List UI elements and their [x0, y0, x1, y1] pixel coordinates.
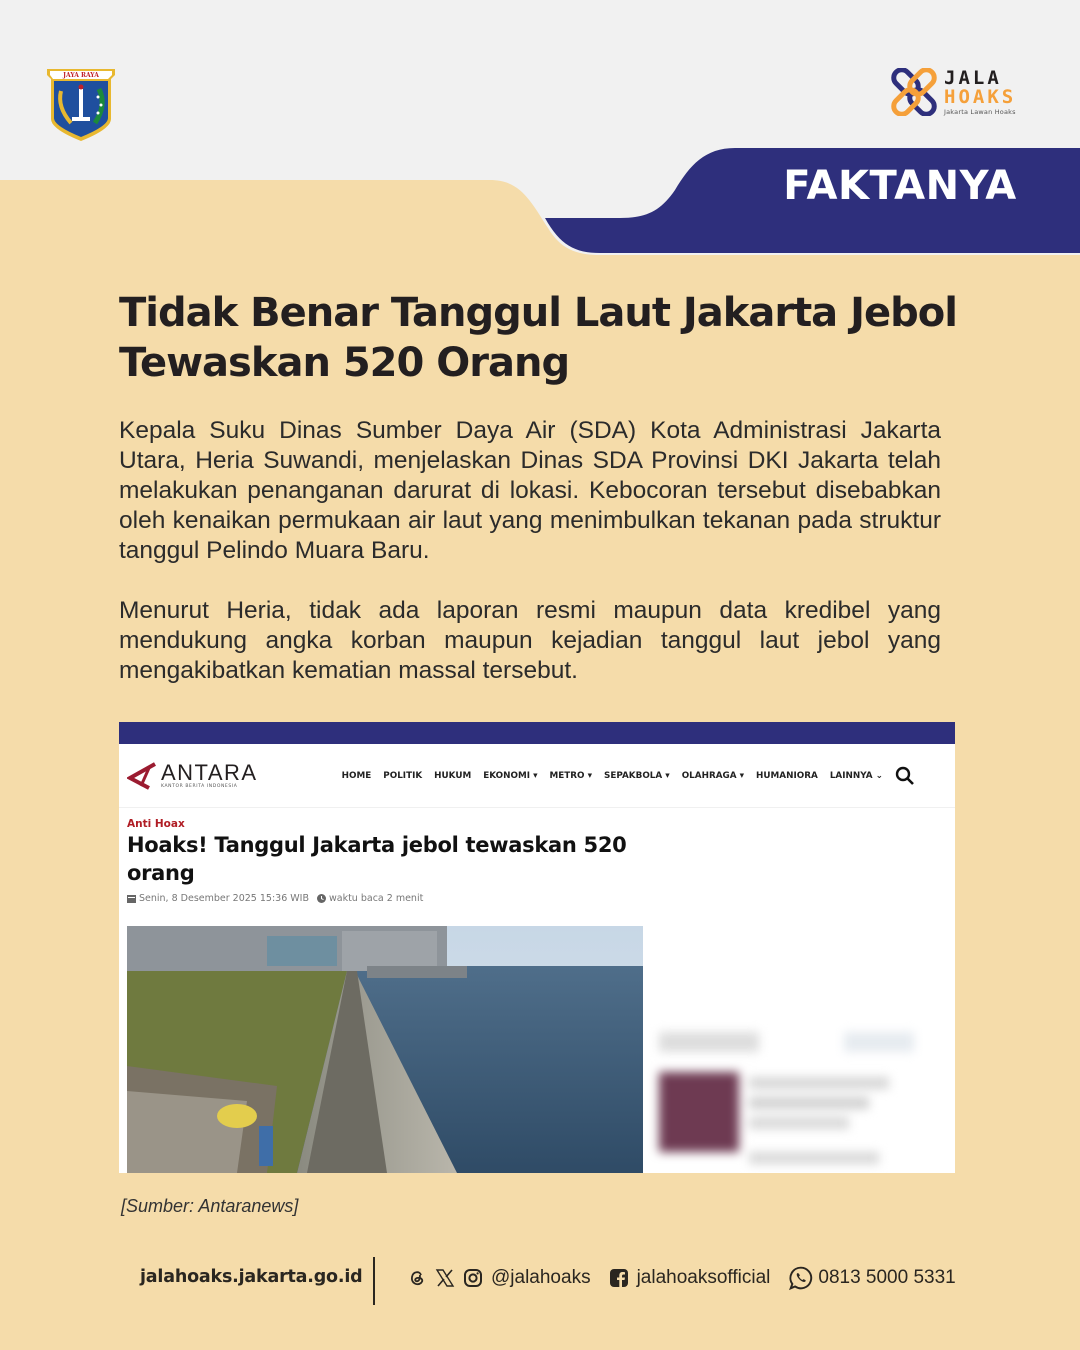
- screenshot-top-bar: [119, 722, 955, 744]
- facebook-handle[interactable]: jalahoaksofficial: [636, 1267, 771, 1288]
- search-icon[interactable]: [895, 766, 915, 786]
- jakarta-emblem-logo: [45, 67, 117, 143]
- news-screenshot: [119, 722, 955, 1173]
- x-twitter-icon[interactable]: [435, 1268, 455, 1288]
- brand-line1: JALA: [944, 66, 1002, 89]
- seawall-photo: [127, 926, 643, 1173]
- body-paragraph-1: Kepala Suku Dinas Sumber Daya Air (SDA) Kota Administrasi Jakarta Utara, Heria Suwandi, menjelaskan Dinas SDA Provinsi DKI Jakarta telah melakukan penanganan darurat di lokasi. Kebocoran tersebut disebabkan oleh kenaikan permukaan air laut yang menimbulkan tekanan pada struktur tanggul Pelindo Muara Baru.: [119, 417, 941, 564]
- page-title: Tidak Benar Tanggul Laut Jakarta Jebol Tewaskan 520 Orang: [119, 290, 957, 386]
- footer: [0, 1255, 1080, 1305]
- nav-home[interactable]: HOME: [341, 770, 372, 781]
- nav-ekonomi[interactable]: EKONOMI ▾: [483, 770, 538, 781]
- article-headline: Hoaks! Tanggul Jakarta jebol tewaskan 520 orang: [127, 833, 627, 885]
- social-links: [407, 1265, 956, 1291]
- antara-logo: [127, 759, 342, 790]
- nav-humaniora[interactable]: HUMANIORA: [756, 770, 818, 781]
- article-date: Senin, 8 Desember 2025 15:36 WIB: [139, 893, 309, 904]
- nav-politik[interactable]: POLITIK: [383, 770, 423, 781]
- nav-lainnya[interactable]: LAINNYA ⌄: [829, 770, 883, 781]
- jala-hoaks-logo: [888, 66, 1033, 118]
- whatsapp-icon[interactable]: [788, 1265, 814, 1291]
- antara-logo-icon: [127, 762, 157, 790]
- whatsapp-number[interactable]: 0813 5000 5331: [818, 1267, 956, 1288]
- facebook-icon[interactable]: [609, 1268, 629, 1288]
- threads-icon[interactable]: [407, 1268, 427, 1288]
- svg-text:JAYA RAYA: JAYA RAYA: [63, 72, 99, 79]
- brand-tagline: Jakarta Lawan Hoaks: [944, 107, 1016, 116]
- brand-line2: HOAKS: [944, 85, 1017, 108]
- nav-hukum[interactable]: HUKUM: [434, 770, 472, 781]
- clock-icon: [317, 894, 326, 903]
- read-time: waktu baca 2 menit: [328, 893, 424, 904]
- blurred-sidebar: [659, 1032, 919, 1173]
- antara-name: ANTARA: [161, 759, 258, 785]
- calendar-icon: [127, 894, 136, 903]
- source-caption: [Sumber: Antaranews]: [121, 1196, 299, 1216]
- social-handle[interactable]: @jalahoaks: [491, 1267, 591, 1288]
- article-category[interactable]: Anti Hoax: [127, 818, 185, 830]
- nav-olahraga[interactable]: OLAHRAGA ▾: [681, 770, 745, 781]
- nav-metro[interactable]: METRO ▾: [549, 770, 593, 781]
- nav-sepakbola[interactable]: SEPAKBOLA ▾: [604, 770, 670, 781]
- instagram-icon[interactable]: [463, 1268, 483, 1288]
- website-link[interactable]: jalahoaks.jakarta.go.id: [140, 1267, 363, 1287]
- faktanya-label: FAKTANYA: [783, 163, 1017, 209]
- nav-menu: [342, 766, 915, 786]
- chain-link-icon: [888, 68, 940, 116]
- article-meta: [127, 893, 647, 904]
- footer-divider: [373, 1257, 375, 1305]
- article-header: [127, 818, 647, 904]
- body-paragraph-2: Menurut Heria, tidak ada laporan resmi maupun data kredibel yang mendukung angka korban maupun kejadian tanggul laut jebol yang mengakibatkan kematian massal tersebut.: [119, 597, 941, 684]
- screenshot-navbar: [119, 744, 955, 808]
- antara-tagline: KANTOR BERITA INDONESIA: [161, 783, 238, 789]
